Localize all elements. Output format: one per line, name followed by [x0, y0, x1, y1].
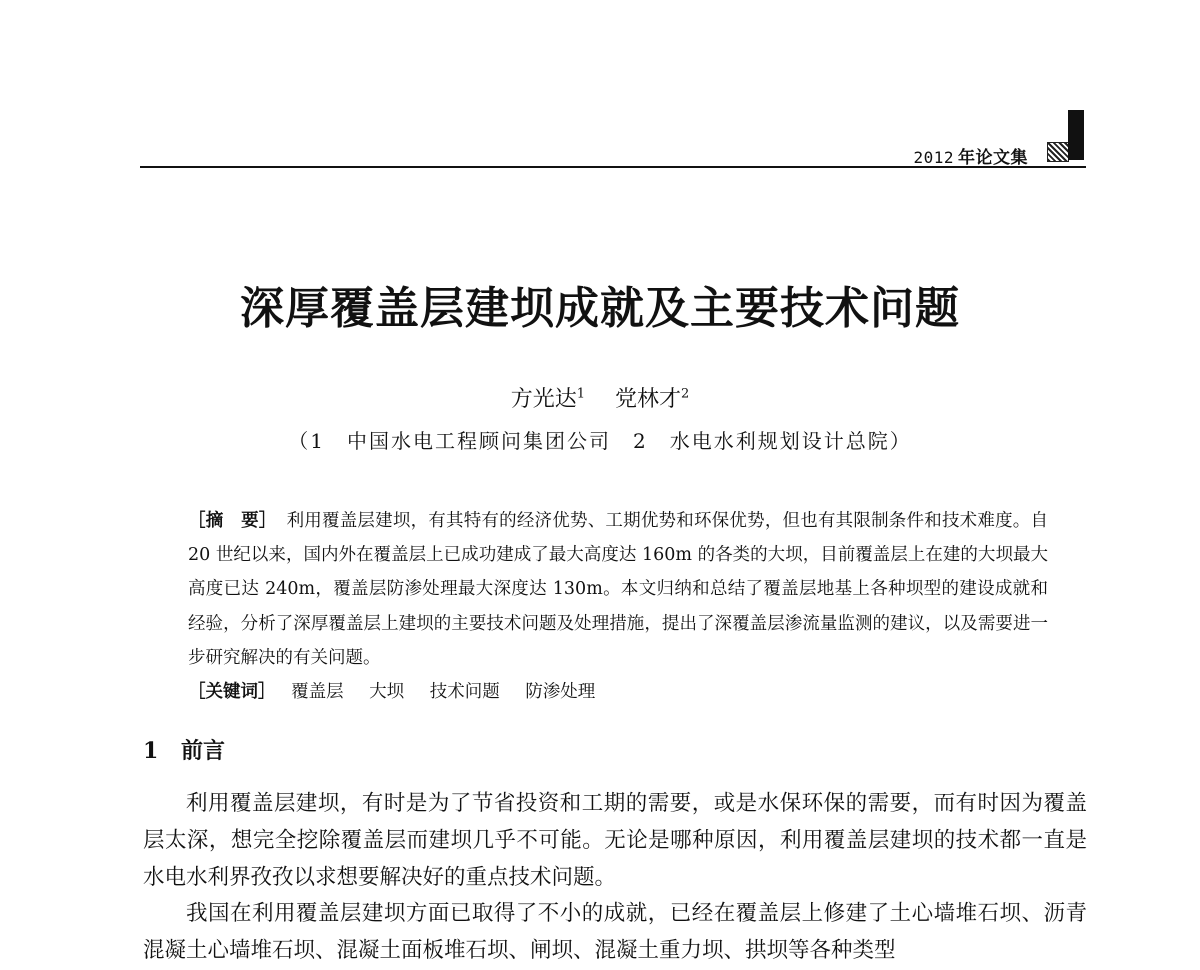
author-affiliation-mark: 1 — [576, 386, 585, 402]
section-heading — [143, 734, 225, 765]
author-affiliation-mark: 2 — [681, 386, 690, 402]
running-header — [913, 143, 1028, 168]
section-number: 1 — [143, 738, 159, 764]
keyword: 技术问题 — [429, 682, 500, 702]
keywords-block — [188, 675, 1048, 709]
header-year: 2012 — [913, 148, 954, 167]
keyword: 大坝 — [369, 682, 405, 702]
abstract-block — [188, 504, 1048, 675]
header-decoration-icon — [1047, 142, 1069, 162]
header-rule — [140, 166, 1086, 168]
body-text — [143, 786, 1087, 970]
section-title: 前言 — [181, 738, 226, 764]
header-label: 年论文集 — [958, 148, 1028, 168]
keywords-label: ［关键词］ — [188, 682, 276, 702]
author-name: 党林才 — [615, 387, 682, 412]
author-line — [0, 382, 1200, 413]
keyword: 防渗处理 — [525, 682, 596, 702]
abstract-label: ［摘 要］ — [188, 511, 277, 531]
abstract-text: 利用覆盖层建坝，有其特有的经济优势、工期优势和环保优势，但也有其限制条件和技术难度。自 20 世纪以来，国内外在覆盖层上已成功建成了最大高度达 160m 的各类的大坝，目前覆盖层上在建的大坝最大高度已达 240m，覆盖层防渗处理最大深度达 130m。本文归纳和总结了覆盖层地基上各种坝型的建设成就和经验，分析了深厚覆盖层上建坝的主要技术问题及处理措施，提出了深覆盖层渗流量监测的建议，以及需要进一步研究解决的有关问题。 — [188, 511, 1049, 668]
affiliation-line: （1 中国水电工程顾问集团公司 2 水电水利规划设计总院） — [288, 429, 912, 453]
paragraph: 我国在利用覆盖层建坝方面已取得了不小的成就，已经在覆盖层上修建了土心墙堆石坝、沥青混凝土心墙堆石坝、混凝土面板堆石坝、闸坝、混凝土重力坝、拱坝等各种类型 — [143, 901, 1087, 964]
paragraph: 利用覆盖层建坝，有时是为了节省投资和工期的需要，或是水保环保的需要，而有时因为覆盖层太深，想完全挖除覆盖层而建坝几乎不可能。无论是哪种原因，利用覆盖层建坝的技术都一直是水电水利界孜孜以求想要解决好的重点技术问题。 — [143, 791, 1087, 890]
paper-title: 深厚覆盖层建坝成就及主要技术问题 — [240, 283, 960, 334]
header-bar-icon — [1068, 110, 1084, 160]
author-name: 方光达 — [510, 387, 577, 412]
keyword: 覆盖层 — [291, 682, 344, 702]
